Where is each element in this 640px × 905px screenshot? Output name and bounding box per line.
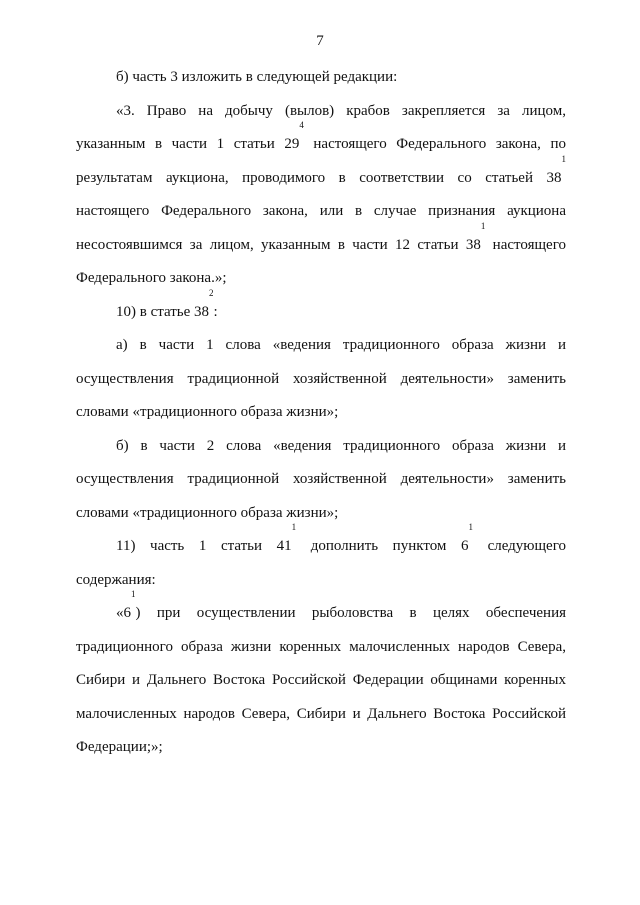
text-line: Федерального закона.»; [76, 270, 227, 286]
paragraph-item-10 [76, 287, 566, 330]
text-line: а) в части 1 слова «ведения традиционного образа жизни и [116, 337, 566, 353]
paragraph-b-part3 [76, 61, 566, 95]
text-line: словами «традиционного образа жизни»; [76, 404, 339, 420]
superscript: 1 [291, 522, 297, 532]
text-line: осуществления традиционной хозяйственной деятельности» заменить [76, 370, 566, 387]
text-fragment: настоящего [485, 236, 566, 253]
superscript: 1 [561, 153, 566, 164]
superscript: 4 [299, 120, 304, 130]
text-fragment: следующего [472, 538, 566, 554]
text-fragment: 10) в статье 38 [116, 303, 210, 320]
text-line: б) в части 2 слова «ведения традиционного образа жизни и [116, 437, 566, 454]
text-line: словами «традиционного образа жизни»; [76, 504, 339, 521]
paragraph-item-11 [76, 522, 566, 597]
superscript: 1 [480, 220, 486, 231]
text-fragment: 11) часть 1 статьи 41 [116, 538, 292, 554]
paragraph-quoted-part3 [76, 95, 566, 296]
text-line [76, 120, 566, 162]
text-line [76, 153, 566, 196]
text-fragment: несостоявшимся за лицом, указанным в части 12 статьи 38 [76, 236, 481, 253]
text-line: Сибири и Дальнего Востока Российской Федерации общинами коренных [76, 672, 566, 688]
text-line: малочисленных народов Севера, Сибири и Дальнего Востока Российской [76, 705, 566, 722]
text-line: осуществления традиционной хозяйственной деятельности» заменить [76, 471, 566, 487]
paragraph-b-part2 [76, 430, 566, 531]
superscript: 1 [468, 522, 473, 532]
text-line [76, 522, 566, 564]
document-body [76, 61, 566, 765]
text-fragment: указанным в части 1 статьи 29 [76, 136, 300, 152]
text-line [76, 287, 566, 330]
paragraph-a-part1 [76, 329, 566, 430]
text-line: «3. Право на добычу (вылов) крабов закрепляется за лицом, [116, 102, 566, 119]
text-line: содержания: [76, 571, 156, 588]
text-fragment: результатам аукциона, проводимого в соответствии со статьей 38 [76, 169, 562, 186]
superscript: 1 [131, 589, 136, 599]
text-fragment: настоящего Федерального закона, по [303, 136, 566, 152]
text-fragment: «6 [116, 605, 131, 621]
text-line: настоящего Федерального закона, или в случае признания аукциона [76, 203, 566, 219]
text-fragment: ) при осуществлении рыболовства в целях обеспечения [135, 605, 566, 621]
page-number: 7 [316, 33, 324, 49]
text-fragment: дополнить пунктом 6 [296, 538, 469, 554]
text-fragment: : [213, 303, 218, 320]
paragraph-quoted-point-6-1 [76, 589, 566, 765]
superscript: 2 [209, 287, 214, 298]
text-line: б) часть 3 изложить в следующей редакции: [116, 69, 398, 85]
text-line: Федерации;»; [76, 739, 163, 755]
text-line: традиционного образа жизни коренных малочисленных народов Севера, [76, 638, 566, 655]
text-line [76, 589, 566, 631]
text-line [76, 220, 566, 263]
